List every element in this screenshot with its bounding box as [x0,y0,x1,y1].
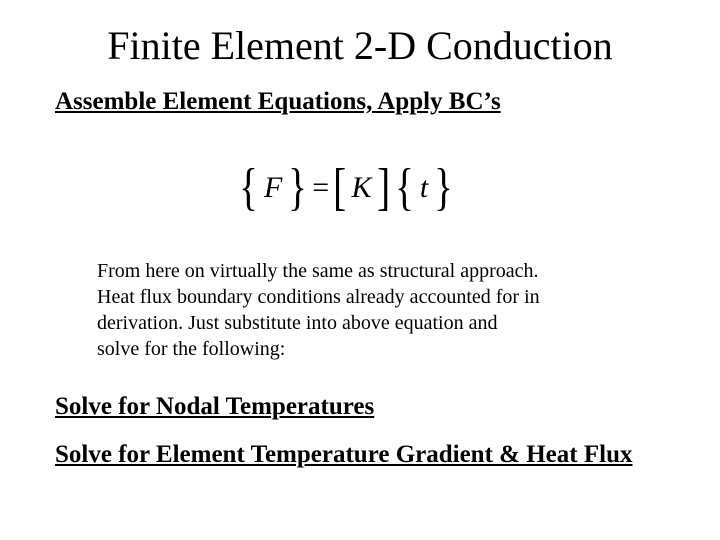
equation-matrix-open-bracket: [ [333,159,347,216]
equation-force-vector: F [263,171,283,204]
heading-assemble-equations: Assemble Element Equations, Apply BC’s [55,88,501,115]
equation-lhs-open-brace: { [239,159,258,216]
equation-rhs-close-brace: } [434,159,454,216]
heading-nodal-temperatures: Solve for Nodal Temperatures [55,393,375,420]
equation-rhs-open-brace: { [394,159,414,216]
equation-stiffness-matrix: K [351,171,372,204]
equation-matrix-close-bracket: ] [376,159,390,216]
heading-temperature-gradient-heat-flux: Solve for Element Temperature Gradient & Heat Flux [55,441,633,468]
body-paragraph [97,258,657,362]
body-line: Heat flux boundary conditions already accounted for in [97,286,540,308]
equation-lhs-close-brace: } [288,159,308,216]
body-line: derivation. Just substitute into above equation and [97,312,498,334]
matrix-equation [236,158,456,218]
slide-title: Finite Element 2-D Conduction [107,23,613,68]
equation-equals-sign: = [312,171,330,204]
body-line: From here on virtually the same as structural approach. [97,260,539,282]
equation-temperature-vector: t [419,171,429,204]
body-line: solve for the following: [97,338,286,360]
